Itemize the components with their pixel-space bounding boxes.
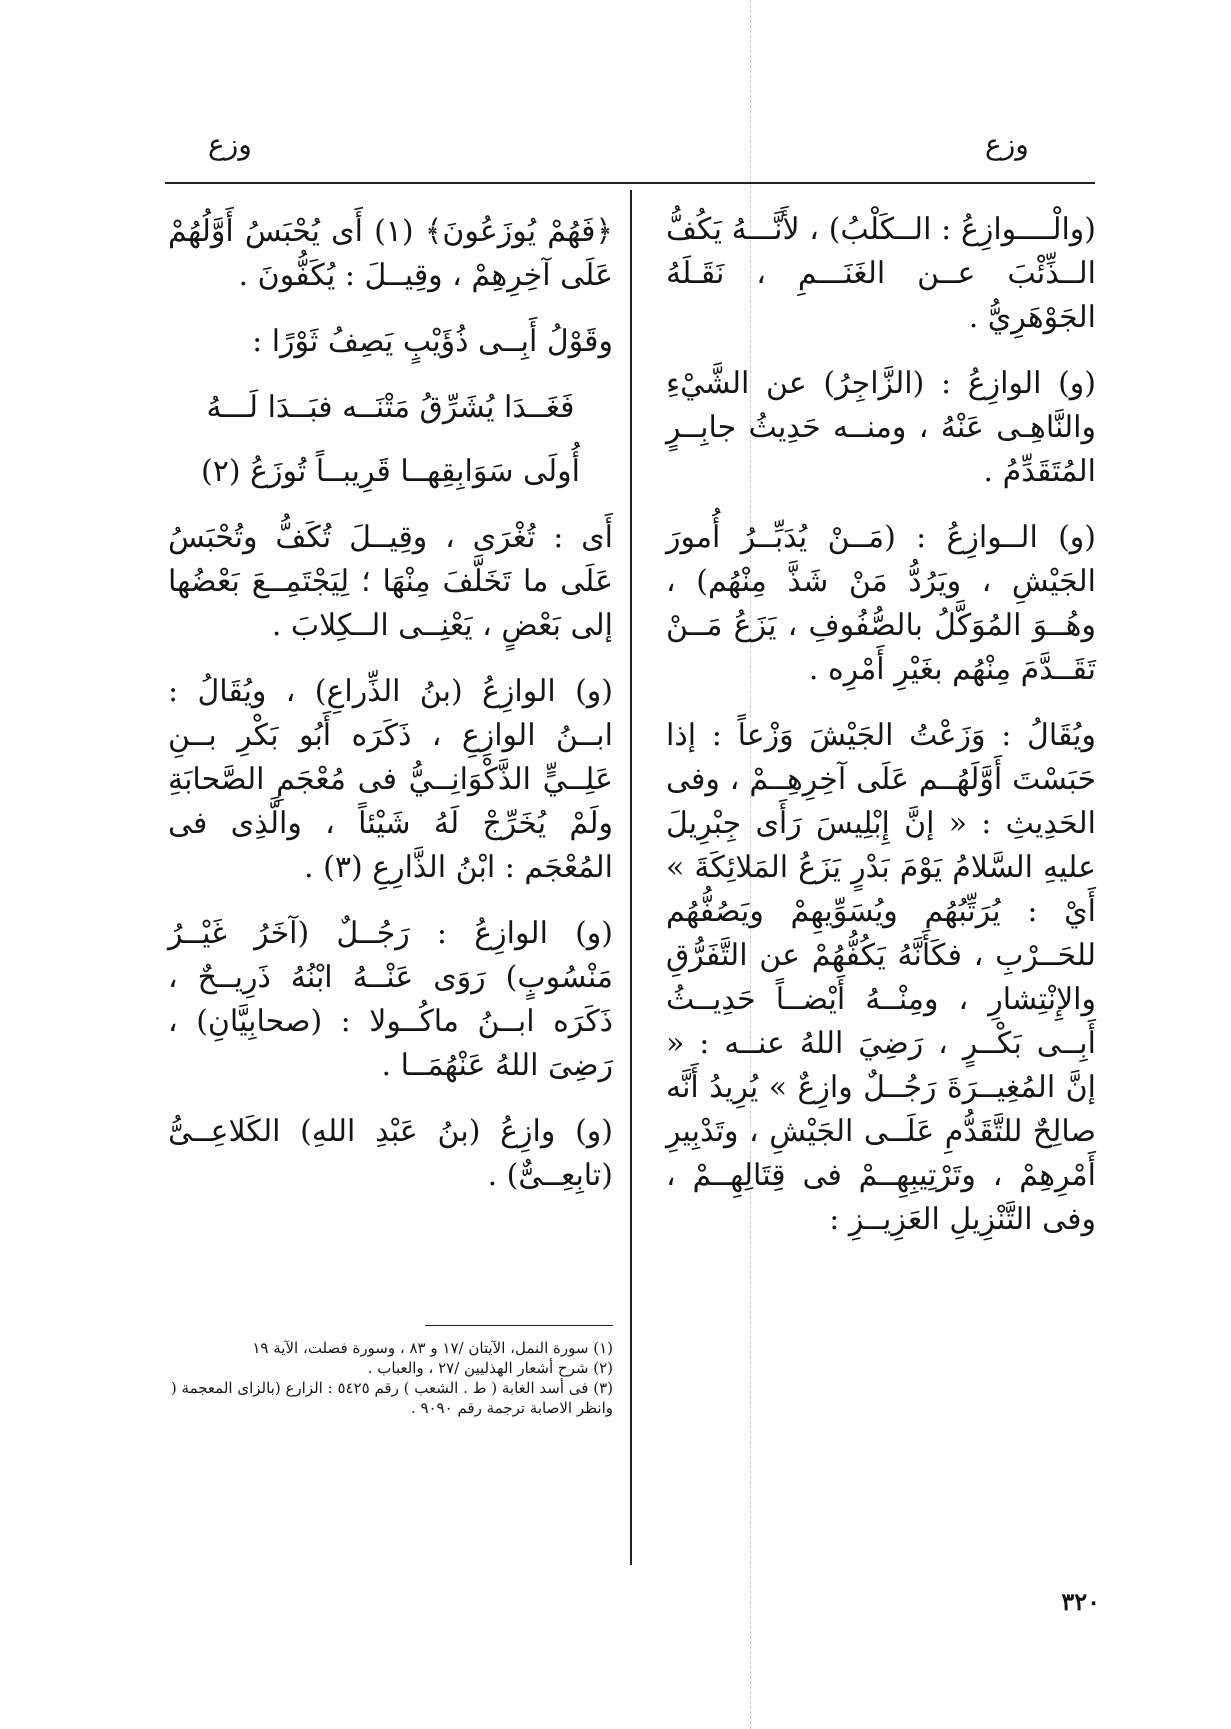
verse-hemistich-first: فَغَــدَا يُشَرِّقُ مَتْنَــه فبَــدَا لَـــهُ [206, 390, 575, 425]
footnotes [168, 1338, 613, 1418]
page-number: ٣٢٠ [1061, 1587, 1100, 1616]
paragraph: وقَوْلُ أَبِــى ذُؤَيْبٍ يَصِفُ ثَوْرًا : [252, 324, 613, 359]
poem-verse [168, 386, 613, 494]
running-header-right: وزع [985, 128, 1029, 161]
header-rule [165, 182, 1095, 184]
footnote: (٣) فى أسد الغابة ( ط . الشعب ) رقم ٥٤٢٥ : الزارع (بالزاى المعجمة ( وانظر الاصابة ترجمة رقم ٩٠٩٠ . [170, 1379, 613, 1417]
paragraph: (و) الوازِعُ (بنُ الذِّراعِ) ، ويُقَالُ : ابــنُ الوازِعِ ، ذَكَرَه أَبُو بَكْرِ بــنِ عَلِــيٍّ الذَّكْوَانِــيُّ فى مُعْجَمِ الصَّحابَةِ ولَمْ يُخَرِّجْ لَهُ شَيْئاً ، والَّذِى فى المُعْجَم : ابْنُ الذَّارِعِ (٣) . [168, 674, 613, 885]
footnote: (١) سورة النمل، الآيتان /١٧ و ٨٣ ، وسورة فصلت، الآية ١٩ [252, 1339, 613, 1357]
paragraph: (و) الــوازِعُ : (مَــنْ يُدَبِّــرُ أُمورَ الجَيْشِ ، ويَرُدُّ مَنْ شَذَّ مِنْهُم) ، وهُــوَ المُوَكَّلُ بالصُّفُوفِ ، يَزَعُ مَــنْ تَقَــدَّمَ مِنْهُم بغَيْرِ أَمْرِه . [666, 520, 1096, 687]
right-column [666, 208, 1096, 1264]
paragraph: (و) الوازِعُ : رَجُــلٌ (آخَرُ غَيْــرُ مَنْسُوبٍ) رَوَى عَنْــهُ ابْنُهُ ذَرِيــحٌ ، ذَكَرَه ابــنُ ماكُــولا : (صحابِيَّانِ) ، رَضِىَ اللهُ عَنْهُمَــا . [168, 916, 613, 1083]
left-column [168, 210, 613, 1220]
verse-hemistich-second: أُولَى سَوَابِقِهــا قَرِيبــاً تُوزَعُ (٢) [201, 454, 580, 489]
paragraph: أَى : تُغْرَى ، وقِيــلَ تُكَفُّ وتُحْبَسُ عَلَى ما تَخَلَّفَ مِنْهَا ؛ لِيَجْتَمِــعَ بَعْضُها إلى بَعْضٍ ، يَعْنِــى الــكِلابَ . [168, 520, 613, 643]
paragraph: (و) الوازِعُ : (الزَّاجِرُ) عن الشَّيْءِ والنَّاهِـى عَنْهُ ، ومنــه حَدِيثُ جابِــرٍ المُتَقَدِّمُ . [666, 366, 1096, 489]
paragraph: (و) وازِعُ (بنُ عَبْدِ اللهِ) الكَلاعِــىُّ (تابِعِــىٌّ) . [168, 1114, 613, 1193]
paragraph: ﴿فَهُمْ يُوزَعُونَ﴾ (١) أَى يُحْبَسُ أَوَّلُهُمْ عَلَى آخِرِهِمْ ، وقِيــلَ : يُكَفُّونَ . [168, 214, 613, 293]
running-header-left: وزع [208, 128, 252, 161]
paragraph: (والْــــوازِعُ : الــكَلْبُ) ، لأَنَّـــهُ يَكُفُّ الــذِّئْبَ عــن الغَنَـــمِ ، نَقَـلَهُ الجَوْهَرِيُّ . [666, 212, 1096, 335]
footnote-rule [425, 1325, 613, 1326]
footnote: (٢) شرح أشعار الهذليين /٢٧ ، والعباب . [367, 1359, 613, 1377]
column-divider [630, 190, 632, 1565]
paragraph: ويُقَالُ : وَزَعْتُ الجَيْشَ وَزْعاً : إذا حَبَسْتَ أَوَّلَهُــم عَلَى آخِرِهِــمْ ، وفى الحَدِيثِ : « إنَّ إِبْلِيسَ رَأَى جِبْرِيلَ عليهِ السَّلامُ يَوْمَ بَدْرٍ يَزَعُ المَلائِكَةَ » أَيْ : يُرَتِّبُهُم ويُسَوِّيهِمْ ويَصُفُّهُم للحَــرْبِ ، فكَأَنَّهُ يَكُفُّهُمْ عن التَّفَرُّقِ والإِنْتِشارِ ، ومِنْــهُ أَيْضــاً حَدِيــثُ أَبِــى بَكْــرٍ ، رَضِيَ اللهُ عنــه : « إنَّ المُغِيــرَةَ رَجُــلٌ وازِعٌ » يُرِيدُ أَنَّه صالِحٌ للتَّقَدُّمِ عَلَــى الجَيْشِ ، وتَدْبِيرِ أَمْرِهِمْ ، وتَرْتِيبِهِــمْ فى قِتَالِهِــمْ ، وفى التَّنْزِيلِ العَزِيــزِ : [666, 718, 1096, 1237]
